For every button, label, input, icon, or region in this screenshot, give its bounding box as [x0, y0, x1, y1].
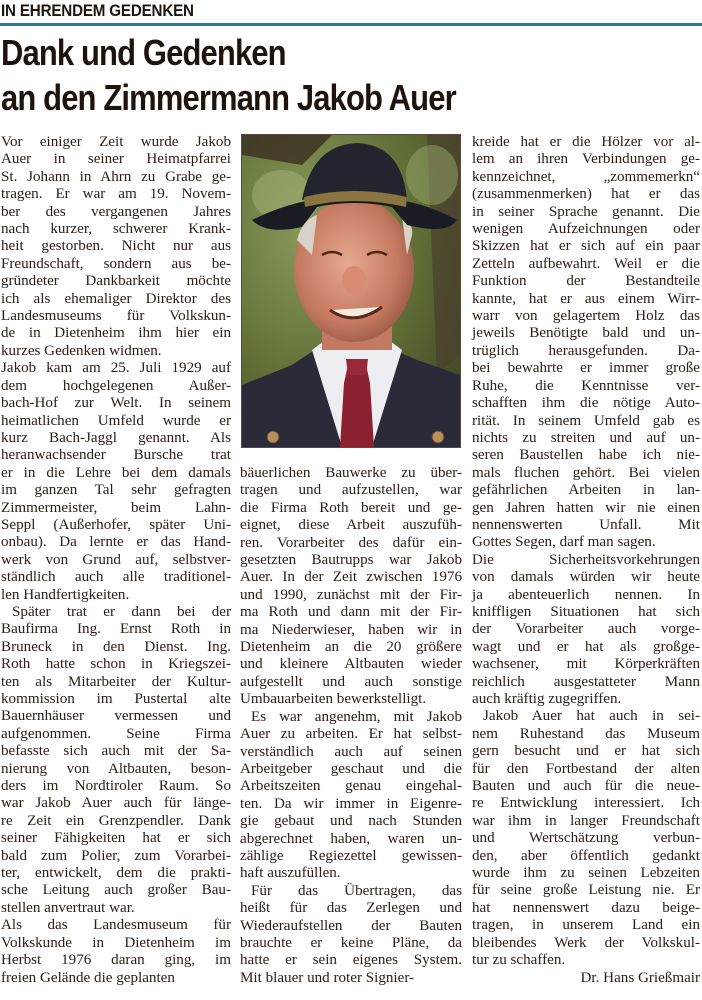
text-line: Mit blauer und roter Signier-	[240, 969, 415, 986]
text-line: wagt und er hat als großge-	[472, 638, 700, 655]
text-line: onbau). Da lernte er das Hand-	[1, 534, 231, 551]
text-line: war Jakob Auer auch für länge-	[1, 795, 231, 812]
text-line: ter, entwickelt, dem die prakti-	[1, 865, 231, 882]
text-line: gefährlichen Arbeiten in lan-	[472, 482, 700, 499]
text-line: befasste sich auch mit der Sa-	[1, 743, 231, 760]
text-line: warr von gelagertem Holz das	[472, 308, 700, 325]
text-line: im ganzen Tal sehr gefragten	[1, 482, 231, 499]
text-line: Gottes Segen, darf man sagen.	[472, 534, 656, 551]
text-line: gesetzten Bautrupps war Jakob	[240, 552, 462, 569]
text-line: schafften ihm die nötige Auto-	[472, 395, 700, 412]
text-line: auch kräftig zugegriffen.	[472, 691, 622, 707]
text-line: de in Dietenheim ihm hier ein	[1, 325, 231, 342]
text-line: ten als Mitarbeiter der Kultur-	[1, 673, 231, 690]
text-line: trüglich herausgefunden. Da-	[472, 342, 700, 359]
text-line: für den Fortbestand der alten	[472, 760, 700, 777]
text-line: kennzeichnet, „zommemerkn“	[472, 168, 700, 185]
portrait-image	[242, 135, 460, 447]
text-line: den, aber öffentlich gedankt	[472, 847, 700, 864]
author-signature: Dr. Hans Grießmair	[580, 969, 700, 986]
text-line: heißt für das Zerlegen und	[240, 900, 462, 917]
text-line: nierung von Altbauten, beson-	[1, 760, 231, 777]
text-line: bald zum Polier, zum Vorarbei-	[1, 847, 231, 864]
text-line: Skizzen hat er sich auf ein paar	[472, 238, 700, 255]
text-line: ma Niederwieser, haben wir in	[240, 621, 462, 638]
headline-line-2: an den Zimmermann Jakob Auer	[1, 77, 456, 118]
text-line: re Entwicklung interessiert. Ich	[472, 795, 700, 812]
text-line: Herbst 1976 daran ging, im	[1, 952, 231, 969]
text-line: Auer in seiner Heimatpfarrei	[1, 151, 231, 168]
text-line: heimatlichen Umfeld wurde er	[1, 412, 231, 429]
text-line: reichlich ausgestatteter Mann	[472, 673, 700, 690]
text-line: lem an ihren Verbindungen ge-	[472, 151, 700, 168]
text-line: für seine große Leistung nie. Er	[472, 882, 700, 899]
text-line: gie gebaut und nach Stunden	[240, 813, 462, 830]
text-line: zählige Regiezettel gewissen-	[240, 847, 462, 864]
text-line: Zetteln aufbewahrt. Weil er die	[472, 255, 700, 272]
text-line: heit gestorben. Nicht nur aus	[1, 238, 231, 255]
text-line: brauchte er keine Pläne, da	[240, 934, 462, 951]
text-line: bleibendes Werk der Volkskul-	[472, 934, 700, 951]
text-line: wachsener, mit Körperkräften	[472, 656, 700, 673]
text-line: Jakob Auer hat auch in sei-	[483, 708, 700, 725]
text-line: Freundschaft, sondern aus be-	[1, 255, 231, 272]
text-line: aufgenommen. Seine Firma	[1, 725, 231, 742]
text-line: Volkskunde in Dietenheim im	[1, 934, 231, 951]
text-line: heranwachsender Bursche trat	[1, 447, 231, 464]
section-rule	[0, 23, 702, 26]
text-line: Wiederaufstellen der Bauten	[240, 917, 462, 934]
text-line: len Handfertigkeiten.	[1, 586, 130, 603]
text-line: Auer zu arbeiten. Er hat selbst-	[240, 726, 462, 743]
text-line: Umbauarbeiten bewerkstelligt.	[240, 691, 427, 708]
text-line: wenigen Aufzeichnungen oder	[472, 221, 700, 238]
text-line: ich als ehemaliger Direktor des	[1, 290, 231, 307]
text-line: Roth hatte schon in Kriegszei-	[1, 656, 231, 673]
text-line: mals fluchen gehört. Bei vielen	[472, 464, 700, 481]
text-line: gründeter Dankbarkeit möchte	[1, 273, 231, 290]
text-line: tragen und aufzustellen, war	[240, 482, 462, 499]
text-line: kurzes Gedenken widmen.	[1, 342, 162, 359]
text-line: nennenswerten Unfall. Mit	[472, 516, 700, 533]
text-line: in seiner Sprache genannt. Die	[472, 203, 700, 220]
text-line: wurde ihm zu seinen Lebzeiten	[472, 865, 700, 882]
text-line: Zimmermeister, beim Lahn-	[1, 499, 231, 516]
text-line: haft auszufüllen.	[240, 865, 341, 882]
text-line: und Wertschätzung verbun-	[472, 830, 700, 847]
text-line: Baufirma Ing. Ernst Roth in	[1, 621, 231, 638]
section-kicker: IN EHRENDEM GEDENKEN	[1, 2, 194, 20]
text-line: war ihm in langer Freundschaft	[472, 812, 700, 829]
text-line: Arbeitgeber geschaut und die	[240, 760, 462, 777]
text-line: nem Ruhestand das Museum	[472, 725, 700, 742]
text-line: ja abenteuerlich nennen. In	[472, 586, 700, 603]
text-line: ber des vergangenen Jahres	[1, 203, 231, 220]
text-line: und kleinere Altbauten wieder	[240, 656, 462, 673]
text-line: ten. Da wir immer in Eigenre-	[240, 795, 462, 812]
text-line: Vor einiger Zeit wurde Jakob	[1, 134, 231, 150]
article-headline	[1, 30, 456, 120]
text-line: Arbeitszeiten genau eingehal-	[240, 778, 462, 795]
text-line: bäuerlichen Bauwerke zu über-	[240, 465, 462, 481]
text-line: tur zu schaffen.	[472, 952, 566, 969]
text-line: seiner Fähigkeiten hat er sich	[1, 830, 231, 847]
text-line: verständlich auch auf seinen	[240, 743, 462, 760]
text-line: kurz Bach-Jaggl genannt. Als	[1, 429, 231, 446]
article-column-2	[240, 465, 462, 987]
text-line: (zusammenmerken) hat er das	[472, 186, 700, 203]
article-column-1	[1, 134, 231, 987]
text-line: kannte, hat er aus einem Wirr-	[472, 290, 700, 307]
text-line: ders im Nordtiroler Raum. So	[1, 778, 231, 795]
text-line: re Zeit ein Grenzpendler. Dank	[1, 812, 231, 829]
text-line: nichts zu streiten und auf un-	[472, 429, 700, 446]
text-line: ma Roth und dann mit der Fir-	[240, 604, 462, 621]
text-line: freien Gelände die geplanten	[1, 969, 175, 986]
text-line: abgerechnet haben, waren un-	[240, 830, 462, 847]
text-line: gen Jahren hatten wir nie einen	[472, 499, 700, 516]
text-line: von damals würden wir heute	[472, 569, 700, 586]
text-line: Bruneck in den Dienst. Ing.	[1, 638, 231, 655]
text-line: und 1990, zunächst mit der Fir-	[240, 586, 462, 603]
text-line: der Vorarbeiter auch vorge-	[472, 621, 700, 638]
text-line: rität. In seinem Umfeld gab es	[472, 412, 700, 429]
text-line: Seppl (Außerhofer, später Uni-	[1, 516, 231, 533]
text-line: nach kurzer, schwerer Krank-	[1, 221, 231, 238]
text-line: Auer. In der Zeit zwischen 1976	[240, 569, 462, 586]
text-line: eignet, diese Arbeit auszufüh-	[240, 517, 462, 534]
text-line: Die Sicherheitsvorkehrungen	[472, 551, 700, 568]
text-line: Landesmuseums für Volkskun-	[1, 308, 231, 325]
text-line: Funktion der Bestandteile	[472, 273, 700, 290]
text-line: werk von Grund auf, selbstver-	[1, 551, 231, 568]
text-line: hat nennenswert dazu beige-	[472, 899, 700, 916]
text-line: ren. Vorarbeiter des dafür ein-	[240, 534, 462, 551]
text-line: St. Johann in Ahrn zu Grabe ge-	[1, 168, 231, 185]
text-line: die Firma Roth bereit und ge-	[240, 499, 462, 516]
text-line: Für das Übertragen, das	[251, 882, 462, 899]
text-line: aufgestellt und auch sonstige	[240, 673, 462, 690]
text-line: hatte er sein eigenes System.	[240, 952, 462, 969]
text-line: Später trat er dann bei der	[12, 603, 231, 620]
text-line: Dietenheim an die 20 größere	[240, 639, 462, 656]
text-line: Es war angenehm, mit Jakob	[251, 708, 462, 725]
text-line: stellen anvertraut war.	[1, 899, 135, 916]
text-line: Bauernhäuser vermessen und	[1, 708, 231, 725]
text-line: sche Leitung auch großer Bau-	[1, 882, 231, 899]
text-line: kniffligen Situationen hat sich	[472, 603, 700, 620]
text-line: ständlich auch alle traditionel-	[1, 569, 231, 586]
headline-line-1: Dank und Gedenken	[1, 32, 286, 73]
text-line: bach-Hof zur Welt. In seinem	[1, 395, 231, 412]
article-column-3	[472, 134, 700, 987]
text-line: tragen, in unserem Land ein	[472, 917, 700, 934]
text-line: Jakob kam am 25. Juli 1929 auf	[1, 360, 231, 377]
text-line: kommission im Pustertal alte	[1, 691, 231, 707]
text-line: tragen. Er war am 19. Novem-	[1, 186, 231, 203]
text-line: seren Baustellen habe ich nie-	[472, 447, 700, 464]
text-line: kreide hat er die Hölzer vor al-	[472, 134, 700, 150]
text-line: jeweils Benötigte bald und un-	[472, 325, 700, 342]
portrait-photo	[241, 134, 461, 448]
text-line: er in die Lehre bei dem damals	[1, 464, 231, 481]
text-line: Bauten und auch für die neue-	[472, 778, 700, 795]
text-line: Als das Landesmuseum für	[1, 917, 231, 934]
text-line: dem hochgelegenen Außer-	[1, 377, 231, 394]
text-line: gern besucht und er hat sich	[472, 743, 700, 760]
text-line: bei bewahrte er immer große	[472, 360, 700, 377]
text-line: Ruhe, die Kenntnisse ver-	[472, 377, 700, 394]
